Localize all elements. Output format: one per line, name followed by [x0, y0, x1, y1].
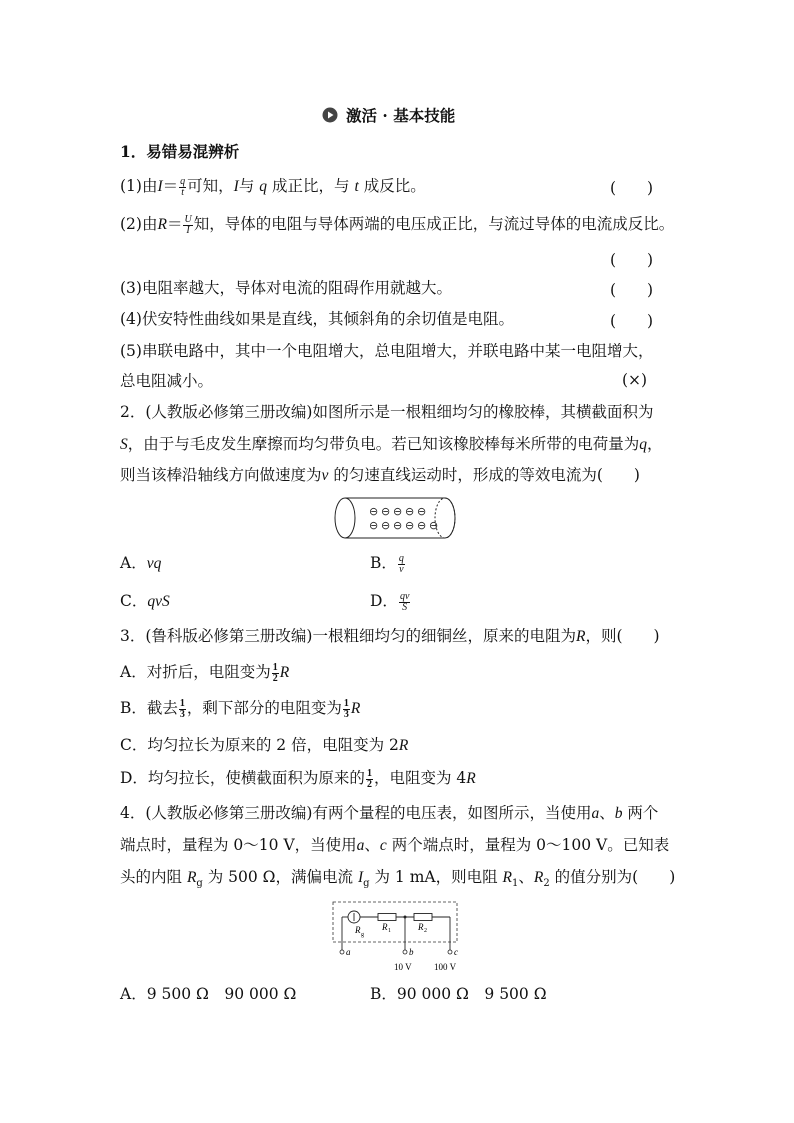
fraction: $\frac{U}{I}$ [184, 213, 192, 236]
svg-text:100 V: 100 V [434, 962, 457, 972]
q1-item-3: (3)电阻率越大，导体对电流的阻碍作用就越大。 [120, 279, 452, 297]
negative-charge-icon: ⊖ [405, 519, 415, 532]
q1-item-1: (1)由I＝ $\frac{q}{t}$ 可知，I与 q 成正比，与 t 成反比。 [120, 175, 426, 198]
q1-item-4: (4)伏安特性曲线如果是直线，其倾斜角的余切值是电阻。 [120, 310, 514, 328]
q4-stem-line1: 4．(人教版必修第三册改编)有两个量程的电压表，如图所示，当使用a、b 两个 [120, 804, 659, 822]
answer-blank: ( ) [610, 179, 654, 197]
negative-charge-icon: ⊖ [393, 519, 403, 532]
q2-option-b[interactable]: B． $\frac{q}{v}$ [370, 552, 404, 575]
q1-item-5: (5)串联电路中，其中一个电阻增大，总电阻增大，并联电路中某一电阻增大， [120, 342, 654, 360]
answer-mark: (×) [622, 371, 648, 389]
negative-charge-icon: ⊖ [369, 519, 379, 532]
negative-charge-icon: ⊖ [369, 505, 379, 518]
fraction: $\frac{q}{t}$ [180, 175, 186, 198]
voltmeter-circuit-figure [330, 900, 470, 978]
negative-charge-icon: ⊖ [381, 519, 391, 532]
svg-text:10 V: 10 V [394, 962, 412, 972]
q3-option-b[interactable]: B．截去 $\frac{1}{3}$ ，剩下部分的电阻变为 $\frac{1}{3}$ R [120, 697, 361, 720]
play-icon [322, 107, 338, 123]
resistor-r1 [378, 914, 396, 921]
q4-stem-line2: 端点时，量程为 0～10 V，当使用a、c 两个端点时，量程为 0～100 V。已知表 [120, 836, 670, 854]
svg-text:1: 1 [388, 928, 391, 934]
answer-blank: ( ) [610, 251, 654, 269]
svg-text:a: a [346, 947, 351, 957]
section-heading [322, 104, 455, 126]
section-heading-text: 激活 · 基本技能 [346, 106, 456, 125]
negative-charge-icon: ⊖ [405, 505, 415, 518]
negative-charge-icon: ⊖ [381, 505, 391, 518]
negative-charge-icon: ⊖ [417, 505, 427, 518]
svg-text:g: g [361, 932, 364, 938]
svg-text:c: c [454, 947, 458, 957]
negative-charge-icon: ⊖ [393, 505, 403, 518]
q2-stem-line1: 2．(人教版必修第三册改编)如图所示是一根粗细均匀的橡胶棒，其横截面积为 [120, 403, 654, 421]
q3-stem: 3．(鲁科版必修第三册改编)一根粗细均匀的细铜丝，原来的电阻为R，则( ) [120, 627, 660, 645]
q4-option-b[interactable]: B．90 000 Ω 9 500 Ω [370, 985, 547, 1003]
resistor-r2 [414, 914, 432, 921]
rubber-rod-figure [333, 496, 459, 540]
q2-option-d[interactable]: D． $\frac{qv}{S}$ [370, 590, 410, 613]
svg-text:R: R [355, 925, 361, 935]
q2-stem-line2: S，由于与毛皮发生摩擦而均匀带负电。若已知该橡胶棒每米所带的电荷量为q， [120, 435, 663, 453]
negative-charge-icon: ⊖ [417, 519, 427, 532]
q2-stem-line3: 则当该棒沿轴线方向做速度为v 的匀速直线运动时，形成的等效电流为( ) [120, 466, 640, 484]
q4-stem-line3: 头的内阻 $R_g$ 为 500 Ω，满偏电流 $I_g$ 为 1 mA，则电阻 $R_1$、$R_2$ 的值分别为( ) [120, 868, 676, 890]
q3-option-c[interactable]: C．均匀拉长为原来的 2 倍，电阻变为 2R [120, 736, 409, 754]
negative-charge-icon: ⊖ [429, 519, 439, 532]
q3-option-d[interactable]: D．均匀拉长，使横截面积为原来的 $\frac{1}{2}$ ，电阻变为 4R [120, 767, 476, 790]
q4-option-a[interactable]: A．9 500 Ω 90 000 Ω [120, 985, 297, 1003]
q1-item-5-cont: 总电阻减小。 [120, 372, 214, 390]
answer-blank: ( ) [610, 312, 654, 330]
q2-option-c[interactable]: C．qvS [120, 592, 170, 610]
svg-text:R: R [382, 922, 388, 932]
answer-blank: ( ) [610, 281, 654, 299]
svg-text:R: R [418, 922, 424, 932]
svg-text:b: b [409, 947, 414, 957]
q3-option-a[interactable]: A．对折后，电阻变为 $\frac{1}{2}$ R [120, 661, 290, 684]
q1-title: 1．易错易混辨析 [120, 142, 240, 161]
svg-text:2: 2 [424, 928, 427, 934]
q1-item-2: (2)由R＝ $\frac{U}{I}$ 知，导体的电阻与导体两端的电压成正比，与流过导体的电流成反比。 [120, 213, 675, 236]
q2-option-a[interactable]: A．vq [120, 554, 162, 572]
